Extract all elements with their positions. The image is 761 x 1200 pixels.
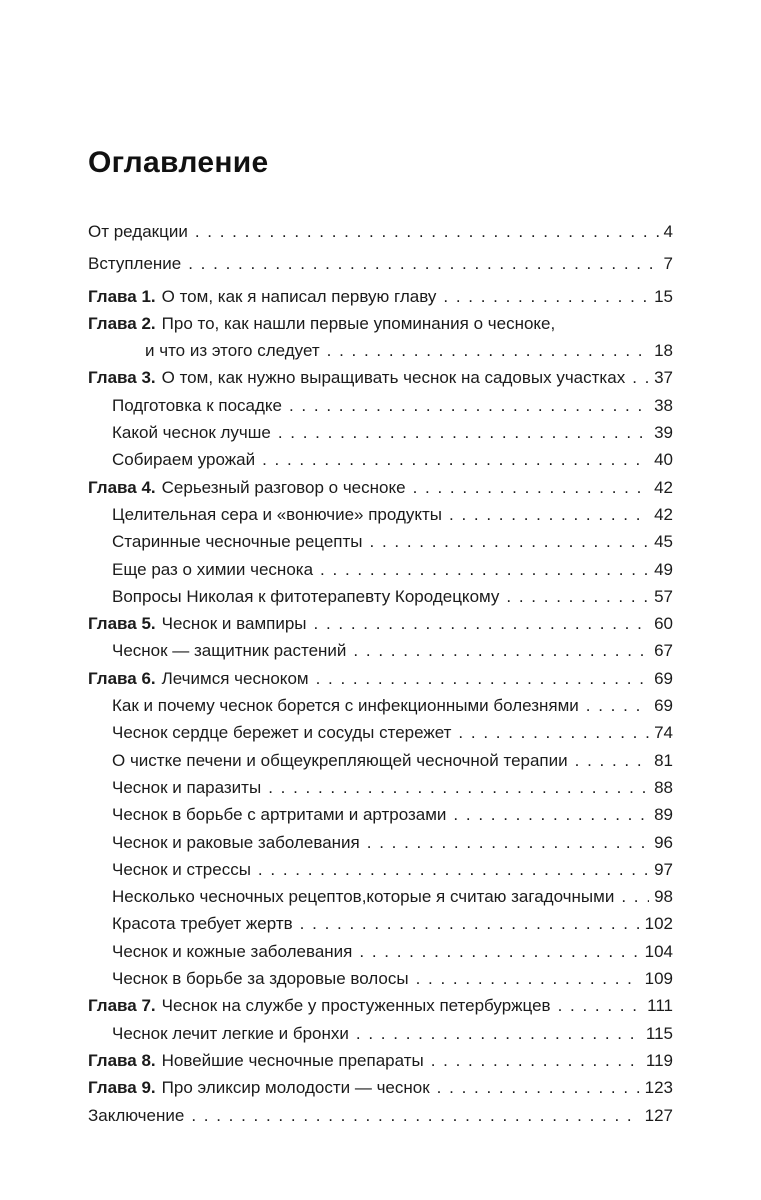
entry-title: Старинные чесночные рецепты	[112, 532, 363, 552]
page-number: 111	[647, 996, 673, 1016]
page-number: 81	[654, 750, 673, 770]
entry-title: Чеснок и паразиты	[112, 777, 262, 797]
page-number: 127	[644, 1105, 673, 1125]
page-number: 49	[654, 559, 673, 579]
toc-entry	[88, 283, 673, 310]
entry-title: Чеснок в борьбе за здоровые волосы	[112, 969, 409, 989]
page-number: 96	[654, 832, 673, 852]
entry-title: Чеснок и вампиры	[161, 614, 307, 634]
dot-leader	[413, 474, 650, 501]
page-number: 15	[654, 286, 673, 306]
dot-leader	[188, 250, 658, 277]
toc-entry	[88, 392, 673, 419]
page-number: 42	[654, 504, 673, 524]
dot-leader	[458, 719, 649, 746]
chapter-label: Глава 2.	[88, 313, 156, 333]
entry-title: Красота требует жертв	[112, 914, 293, 934]
dot-leader	[191, 1102, 639, 1129]
entry-title: Лечимся чесноком	[161, 668, 309, 688]
page-number: 67	[654, 641, 673, 661]
entry-title: Собираем урожай	[112, 450, 256, 470]
toc-entry	[88, 829, 673, 856]
chapter-label: Глава 1.	[88, 286, 156, 306]
dot-leader	[195, 218, 659, 245]
toc-entry	[88, 528, 673, 555]
dot-leader	[632, 364, 649, 391]
toc-entry	[88, 556, 673, 583]
page-number: 57	[654, 586, 673, 606]
entry-title: О чистке печени и общеукрепляющей чесночной терапии	[112, 750, 568, 770]
entry-title: От редакции	[88, 222, 188, 241]
dot-leader	[353, 637, 649, 664]
entry-title: Чеснок и стрессы	[112, 859, 251, 879]
dot-leader	[320, 556, 649, 583]
entry-title: Чеснок сердце бережет и сосуды стережет	[112, 723, 452, 743]
toc-entry	[88, 801, 673, 828]
entry-title: О том, как нужно выращивать чеснок на садовых участках	[161, 368, 626, 388]
page-number: 69	[654, 696, 673, 716]
entry-title: Какой чеснок лучше	[112, 423, 271, 443]
dot-leader	[278, 419, 649, 446]
entry-title: Серьезный разговор о чесноке	[161, 477, 406, 497]
toc-entry	[88, 1047, 673, 1074]
page-number: 69	[654, 668, 673, 688]
entry-title: Целительная сера и «вонючие» продукты	[112, 504, 443, 524]
chapter-label: Глава 4.	[88, 477, 156, 497]
toc-entry	[88, 692, 673, 719]
dot-leader	[268, 774, 649, 801]
chapter-label: Глава 7.	[88, 996, 156, 1016]
toc-entry	[88, 774, 673, 801]
toc-entry	[88, 992, 673, 1019]
entry-title: Про эликсир молодости — чеснок	[161, 1078, 430, 1098]
page-number: 42	[654, 477, 673, 497]
page-number: 115	[645, 1023, 673, 1043]
toc-entry	[88, 856, 673, 883]
toc-entry	[88, 883, 673, 910]
dot-leader	[575, 747, 649, 774]
dot-leader	[356, 1020, 641, 1047]
page-number: 74	[654, 723, 673, 743]
page-number: 7	[663, 254, 673, 274]
entry-title: Чеснок — защитник растений	[112, 641, 347, 661]
dot-leader	[449, 501, 649, 528]
toc-entry	[88, 501, 673, 528]
toc-entry	[88, 719, 673, 746]
entry-title: Подготовка к посадке	[112, 395, 282, 415]
dot-leader	[416, 965, 640, 992]
toc-entry	[88, 419, 673, 446]
toc-entry	[88, 218, 673, 245]
page-title: Оглавление	[88, 146, 269, 179]
toc-entry	[88, 1020, 673, 1047]
dot-leader	[558, 992, 643, 1019]
chapter-label: Глава 9.	[88, 1078, 156, 1098]
page-number: 39	[654, 423, 673, 443]
dot-leader	[262, 446, 649, 473]
toc-entry	[88, 310, 673, 337]
dot-leader	[316, 665, 649, 692]
toc-entry	[88, 364, 673, 391]
entry-title: Чеснок и раковые заболевания	[112, 832, 360, 852]
chapter-label: Глава 8.	[88, 1050, 156, 1070]
dot-leader	[300, 910, 640, 937]
toc-entry	[88, 747, 673, 774]
dot-leader	[431, 1047, 641, 1074]
entry-title: Чеснок лечит легкие и бронхи	[112, 1023, 349, 1043]
toc-entry	[88, 1074, 673, 1101]
page-number: 119	[645, 1050, 673, 1070]
dot-leader	[314, 610, 650, 637]
entry-title: Несколько чесночных рецептов,которые я считаю загадочными	[112, 887, 615, 907]
page-number: 88	[654, 777, 673, 797]
page-number: 123	[644, 1078, 673, 1098]
page-number: 97	[654, 859, 673, 879]
chapter-label: Глава 5.	[88, 614, 156, 634]
entry-title: Про то, как нашли первые упоминания о чесноке,	[161, 313, 556, 333]
page-number: 104	[644, 941, 673, 961]
entry-title: Вступление	[88, 254, 182, 274]
entry-title: Чеснок на службе у простуженных петербуржцев	[161, 996, 551, 1016]
page-number: 45	[654, 532, 673, 552]
entry-title: Чеснок и кожные заболевания	[112, 941, 353, 961]
page-number: 38	[654, 395, 673, 415]
dot-leader	[370, 528, 650, 555]
dot-leader	[437, 1074, 640, 1101]
toc-entry	[88, 637, 673, 664]
toc-entry	[88, 665, 673, 692]
entry-title: Еще раз о химии чеснока	[112, 559, 314, 579]
toc-entry	[88, 337, 673, 364]
entry-title: Вопросы Николая к фитотерапевту Кородецкому	[112, 586, 500, 606]
toc-entry	[88, 1102, 673, 1129]
dot-leader	[621, 883, 649, 910]
toc-list	[88, 218, 673, 1129]
toc-entry	[88, 938, 673, 965]
entry-title: Как и почему чеснок борется с инфекционными болезнями	[112, 696, 579, 716]
toc-entry	[88, 250, 673, 277]
page-number: 98	[654, 887, 673, 907]
entry-title: Заключение	[88, 1105, 185, 1125]
dot-leader	[289, 392, 649, 419]
dot-leader	[443, 283, 649, 310]
dot-leader	[258, 856, 649, 883]
page-number: 109	[644, 969, 673, 989]
page-number: 60	[654, 614, 673, 634]
page-number: 4	[663, 222, 673, 241]
dot-leader	[367, 829, 649, 856]
toc-entry	[88, 474, 673, 501]
dot-leader	[327, 337, 649, 364]
toc-entry	[88, 610, 673, 637]
dot-leader	[586, 692, 649, 719]
chapter-label: Глава 6.	[88, 668, 156, 688]
entry-title: Новейшие чесночные препараты	[161, 1050, 424, 1070]
dot-leader	[453, 801, 649, 828]
entry-title: О том, как я написал первую главу	[161, 286, 437, 306]
entry-title: и что из этого следует	[145, 341, 320, 361]
page-number: 18	[654, 341, 673, 361]
page-number: 102	[644, 914, 673, 934]
toc-entry	[88, 583, 673, 610]
dot-leader	[359, 938, 639, 965]
page-number: 37	[654, 368, 673, 388]
dot-leader	[506, 583, 649, 610]
entry-title: Чеснок в борьбе с артритами и артрозами	[112, 805, 447, 825]
page-number: 89	[654, 805, 673, 825]
chapter-label: Глава 3.	[88, 368, 156, 388]
toc-entry	[88, 910, 673, 937]
toc-entry	[88, 965, 673, 992]
toc-entry	[88, 446, 673, 473]
page-number: 40	[654, 450, 673, 470]
